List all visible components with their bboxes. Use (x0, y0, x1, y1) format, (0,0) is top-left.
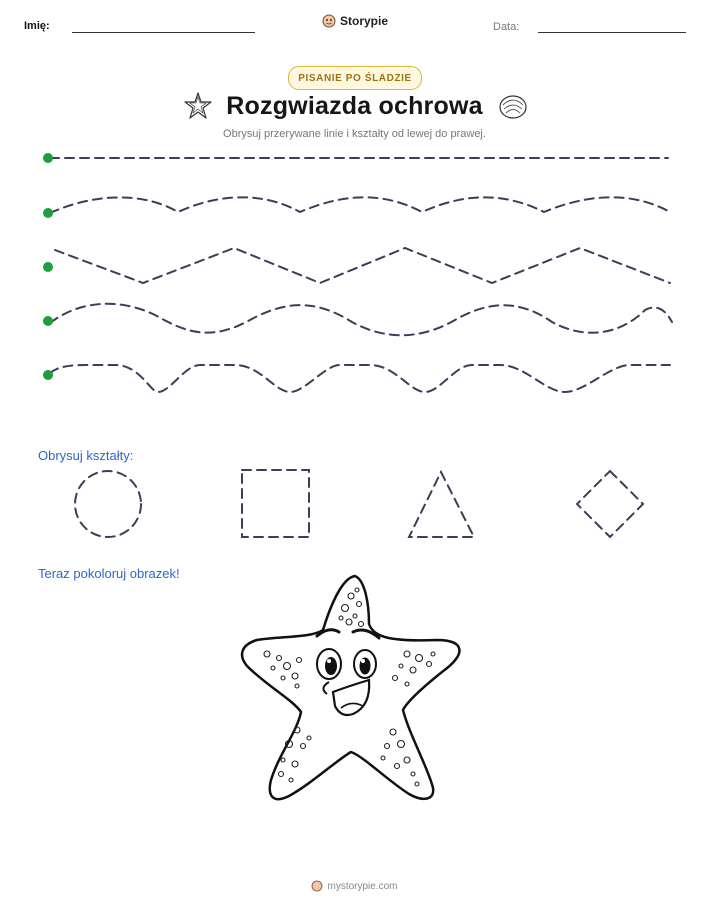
trace-line-curves (50, 365, 670, 392)
starfish-mouth (333, 680, 369, 715)
coloring-heading: Teraz pokoloruj obrazek! (38, 566, 180, 581)
trace-triangle (409, 472, 474, 537)
starfish-icon (183, 91, 213, 121)
name-field[interactable] (72, 32, 255, 33)
start-dot-5 (43, 370, 53, 380)
shapes-heading: Obrysuj kształty: (38, 448, 134, 463)
start-dot-3 (43, 262, 53, 272)
footer (0, 880, 709, 892)
trace-square (242, 470, 309, 537)
brand-name: Storypie (340, 14, 389, 28)
date-label: Data: (493, 21, 520, 33)
activity-badge: PISANIE PO ŚLADZIE (288, 66, 422, 90)
tracing-area (0, 140, 709, 400)
starfish-eyes (317, 649, 376, 679)
shapes-area (0, 465, 709, 545)
storypie-footer-icon (311, 880, 323, 892)
trace-circle (75, 471, 141, 537)
name-label: Imię: (24, 20, 50, 32)
trace-line-wave-1 (50, 197, 670, 213)
footer-url[interactable]: mystorypie.com (327, 880, 398, 892)
trace-line-wave-2 (50, 304, 672, 335)
start-dot-1 (43, 153, 53, 163)
start-dot-2 (43, 208, 53, 218)
start-dot-4 (43, 316, 53, 326)
starfish-coloring-image (237, 574, 477, 814)
instructions: Obrysuj przerywane linie i kształty od lewej do prawej. (223, 128, 486, 140)
trace-line-zigzag (55, 248, 670, 283)
storypie-logo-icon (322, 14, 336, 28)
page-title: Rozgwiazda ochrowa (226, 92, 483, 120)
brand-logo (322, 14, 388, 28)
date-field[interactable] (538, 32, 686, 33)
trace-diamond (577, 471, 643, 537)
shell-icon (498, 93, 528, 123)
